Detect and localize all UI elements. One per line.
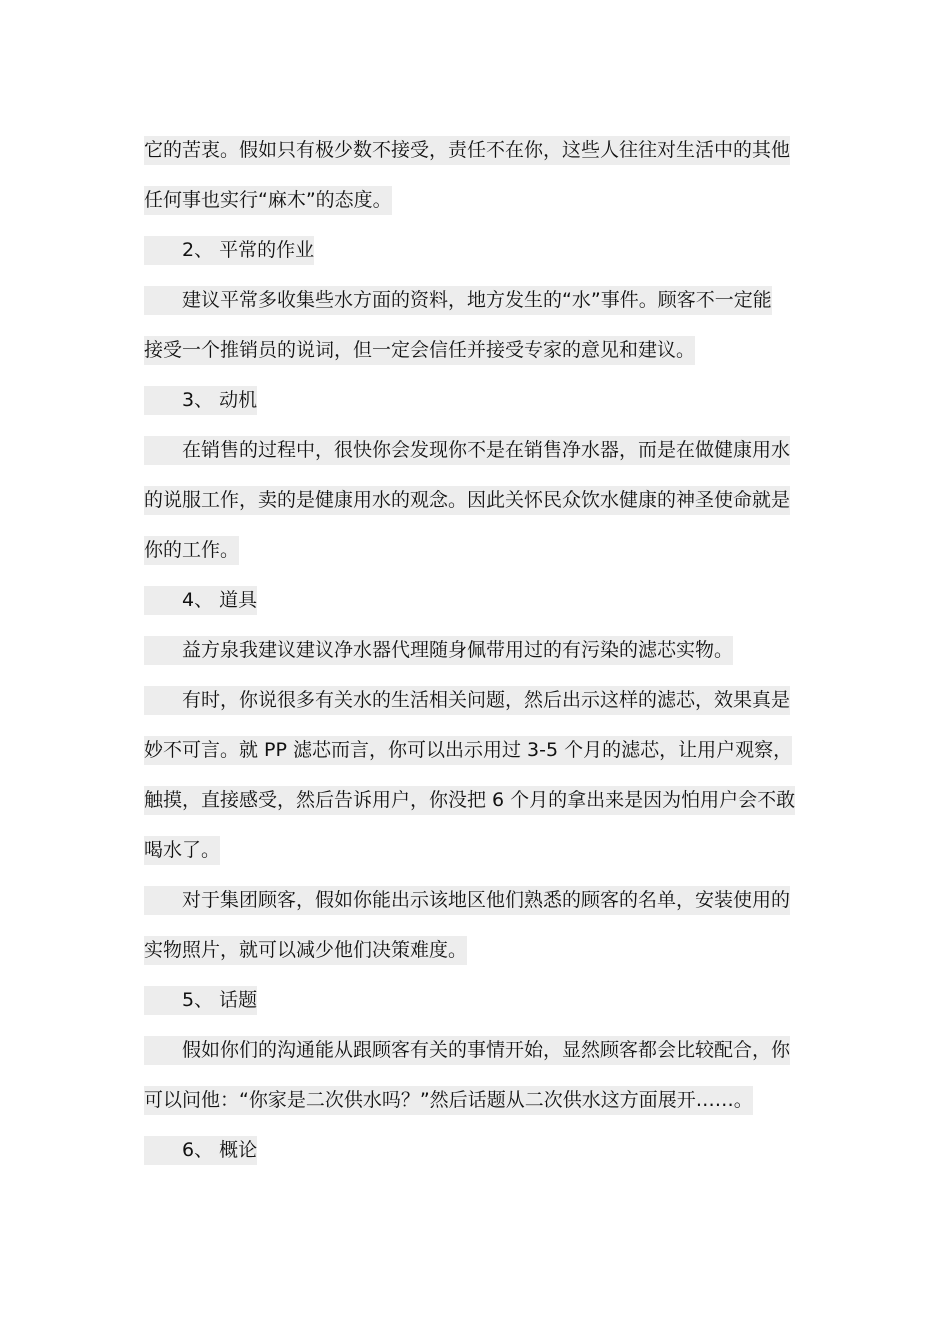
text-line [144,225,796,275]
text-line-content [144,586,257,615]
text-line [144,1125,796,1175]
text-line-text: 5、 话题 [182,989,258,1011]
text-line-text: 有时，你说很多有关水的生活相关问题，然后出示这样的滤芯，效果真是 [182,689,791,711]
text-line-content [144,1036,790,1065]
text-line-content [144,1136,257,1165]
text-line-content [144,286,772,315]
text-line-content [144,436,790,465]
text-line [144,625,796,675]
text-line [144,325,796,375]
text-line [144,475,796,525]
text-line [144,1075,796,1125]
text-line-text: 可以问他：“你家是二次供水吗？”然后话题从二次供水这方面展开……。 [144,1089,753,1111]
text-line [144,575,796,625]
text-line-content [144,936,467,965]
text-line-content [144,1086,753,1115]
text-line-content [144,786,795,815]
text-line-text: 喝水了。 [144,839,221,861]
text-line-text: 在销售的过程中，很快你会发现你不是在销售净水器，而是在做健康用水 [182,439,791,461]
text-line [144,425,796,475]
text-line [144,975,796,1025]
text-line-text: 接受一个推销员的说词，但一定会信任并接受专家的意见和建议。 [144,339,696,361]
text-line [144,775,796,825]
text-line [144,725,796,775]
text-line-content [144,536,239,565]
text-line-text: 的说服工作，卖的是健康用水的观念。因此关怀民众饮水健康的神圣使命就是 [144,489,791,511]
text-line [144,275,796,325]
text-line-content [144,386,257,415]
text-line [144,675,796,725]
text-line-text: 触摸，直接感受，然后告诉用户，你没把 6 个月的拿出来是因为怕用户会不敢 [144,789,796,811]
text-line-content [144,886,790,915]
text-line-text: 2、 平常的作业 [182,239,315,261]
text-line-text: 你的工作。 [144,539,240,561]
text-line-text: 假如你们的沟通能从跟顾客有关的事情开始，显然顾客都会比较配合，你 [182,1039,791,1061]
text-line-content [144,236,314,265]
text-line [144,175,796,225]
text-line-content [144,336,695,365]
text-line [144,925,796,975]
text-line [144,1025,796,1075]
text-line-text: 益方泉我建议建议净水器代理随身佩带用过的有污染的滤芯实物。 [182,639,734,661]
text-line-content [144,136,790,165]
text-line [144,875,796,925]
text-line-content [144,986,257,1015]
text-line-text: 3、 动机 [182,389,258,411]
text-line-content [144,186,392,215]
text-line [144,125,796,175]
text-line [144,825,796,875]
text-line-text: 对于集团顾客，假如你能出示该地区他们熟悉的顾客的名单，安装使用的 [182,889,791,911]
text-line-text: 6、 概论 [182,1139,258,1161]
text-line [144,525,796,575]
text-line-text: 任何事也实行“麻木”的态度。 [144,189,392,211]
text-line-content [144,636,733,665]
text-line-content [144,686,790,715]
document-body [144,125,796,1175]
text-line-text: 4、 道具 [182,589,258,611]
text-line-text: 建议平常多收集些水方面的资料，地方发生的“水”事件。顾客不一定能 [182,289,772,311]
text-line-content [144,836,220,865]
text-line-text: 它的苦衷。假如只有极少数不接受，责任不在你，这些人往往对生活中的其他 [144,139,791,161]
text-line-text: 实物照片，就可以减少他们决策难度。 [144,939,468,961]
text-line [144,375,796,425]
text-line-text: 妙不可言。就 PP 滤芯而言，你可以出示用过 3-5 个月的滤芯，让用户观察， [144,739,793,761]
text-line-content [144,736,792,765]
text-line-content [144,486,790,515]
